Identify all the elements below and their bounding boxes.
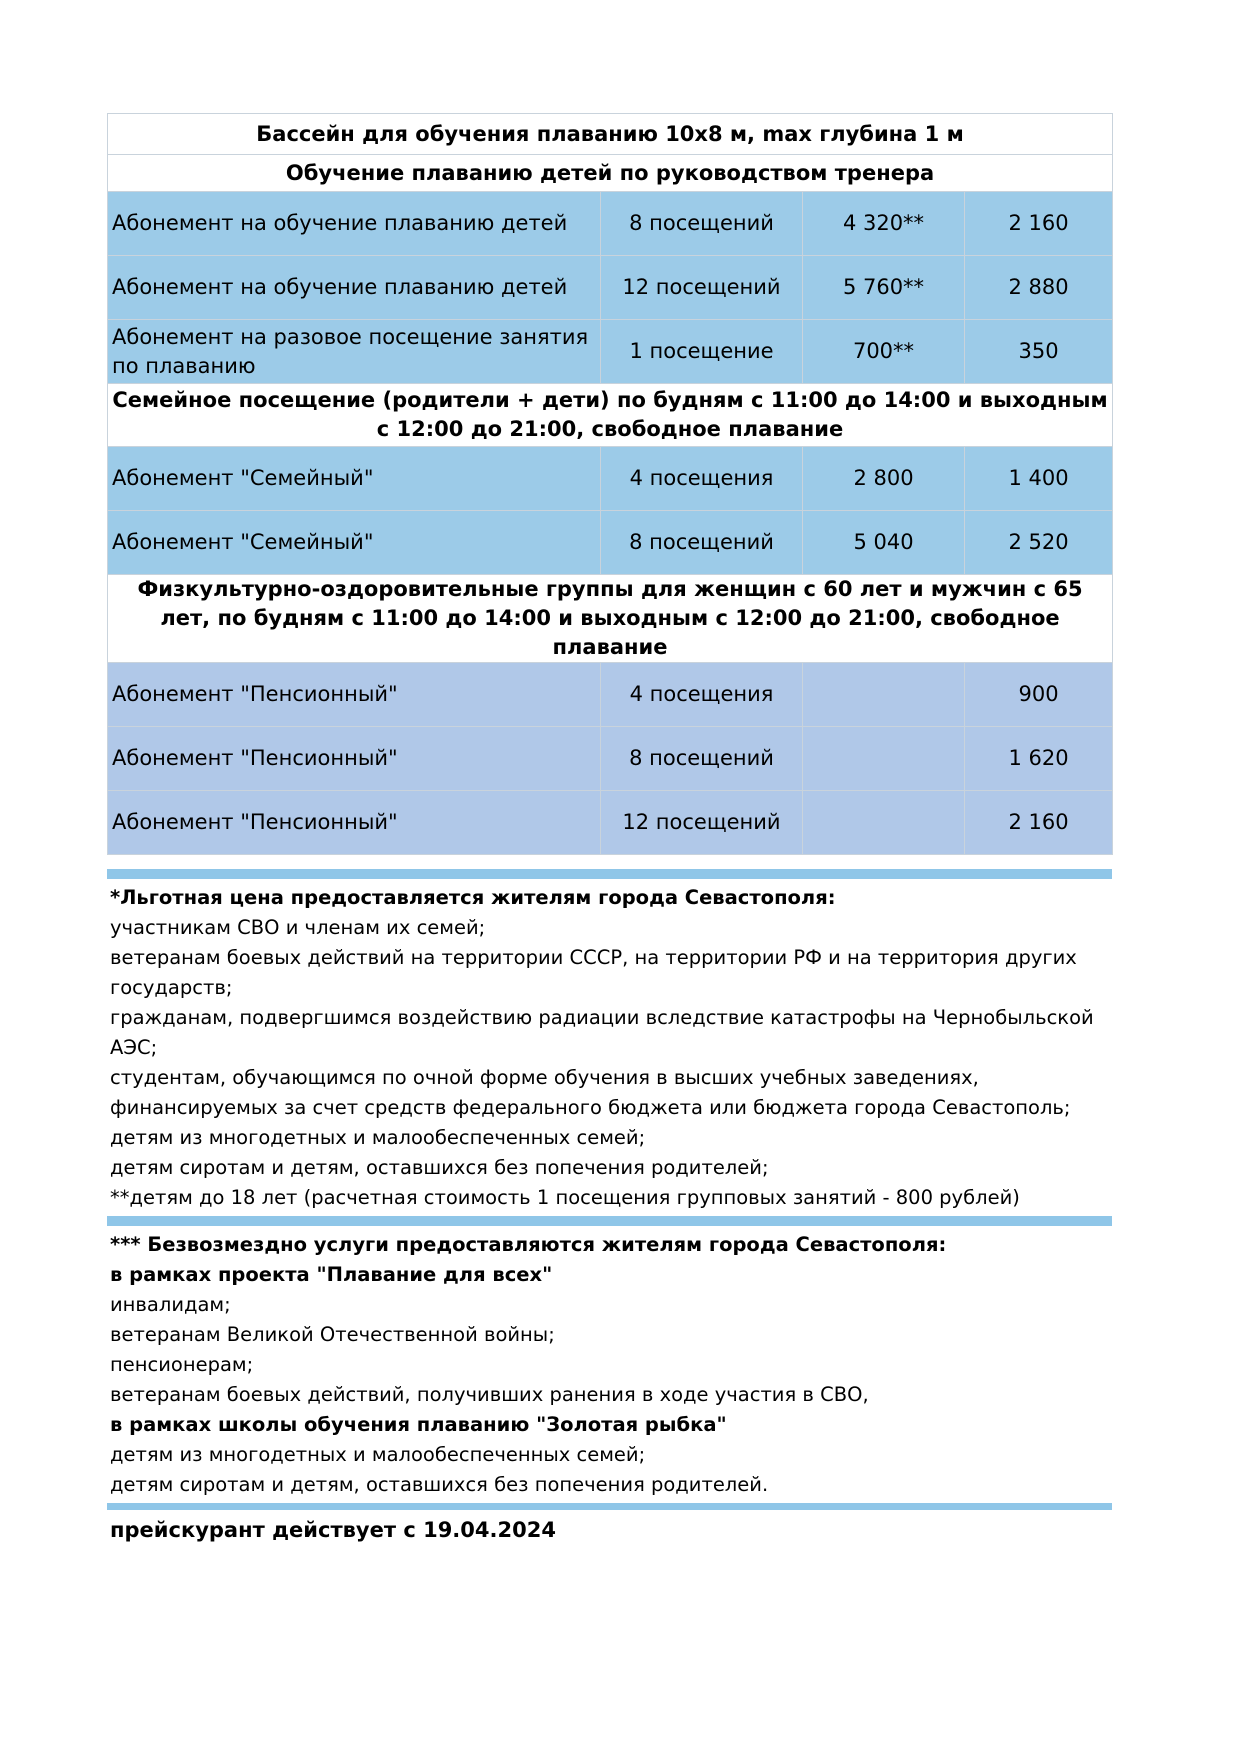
visits-count: 8 посещений <box>601 511 803 575</box>
note-line: пенсионерам; <box>110 1353 254 1376</box>
note-line: студентам, обучающимся по очной форме обучения в высших учебных заведениях, <box>110 1066 979 1089</box>
visits-count: 1 посещение <box>601 320 803 384</box>
separator-bar <box>107 869 1112 879</box>
full-price: 5 040 <box>803 511 965 575</box>
pool-title: Бассейн для обучения плаванию 10х8 м, max глубина 1 м <box>108 114 1113 155</box>
valid-from-text: прейскурант действует с 19.04.2024 <box>110 1518 556 1542</box>
note-line: ветеранам Великой Отечественной войны; <box>110 1323 555 1346</box>
project-heading: в рамках проекта "Плавание для всех" <box>110 1263 553 1286</box>
project-heading: в рамках школы обучения плаванию "Золотая рыбка" <box>110 1413 727 1436</box>
price-list-sheet <box>107 113 1112 1550</box>
section-header-row <box>108 575 1113 663</box>
section-title-kids-training: Обучение плаванию детей по руководством тренера <box>108 155 1113 192</box>
subscription-name: Абонемент "Пенсионный" <box>108 663 601 727</box>
discount-note-heading: *Льготная цена предоставляется жителям города Севастополя: <box>110 886 836 909</box>
note-line: детям сиротам и детям, оставшихся без попечения родителей. <box>110 1473 769 1496</box>
note-line: инвалидам; <box>110 1293 231 1316</box>
discount-price: 350 <box>965 320 1113 384</box>
section-header-row <box>108 384 1113 447</box>
note-line: детям из многодетных и малообеспеченных семей; <box>110 1443 646 1466</box>
table-row <box>108 447 1113 511</box>
visits-count: 8 посещений <box>601 727 803 791</box>
visits-count: 8 посещений <box>601 192 803 256</box>
note-line: АЭС; <box>110 1036 158 1059</box>
discount-price: 2 160 <box>965 791 1113 855</box>
discount-price: 2 520 <box>965 511 1113 575</box>
subscription-name: Абонемент на разовое посещение занятия по плаванию <box>108 320 601 384</box>
visits-count: 4 посещения <box>601 663 803 727</box>
full-price: 5 760** <box>803 256 965 320</box>
note-line: детям из многодетных и малообеспеченных семей; <box>110 1126 646 1149</box>
full-price <box>803 727 965 791</box>
section-title-seniors: Физкультурно-оздоровительные группы для женщин с 60 лет и мужчин с 65 лет, по будням с 11:00 до 14:00 и выходным с 12:00 до 21:00, свободное плавание <box>108 575 1113 663</box>
discount-price: 900 <box>965 663 1113 727</box>
discount-price: 1 620 <box>965 727 1113 791</box>
subscription-name: Абонемент "Семейный" <box>108 511 601 575</box>
full-price: 700** <box>803 320 965 384</box>
note-line: **детям до 18 лет (расчетная стоимость 1 посещения групповых занятий - 800 рублей) <box>110 1186 1020 1209</box>
visits-count: 4 посещения <box>601 447 803 511</box>
table-row <box>108 256 1113 320</box>
note-line: государств; <box>110 976 233 999</box>
table-row <box>108 663 1113 727</box>
subscription-name: Абонемент "Пенсионный" <box>108 791 601 855</box>
separator-bar <box>107 1503 1112 1510</box>
table-row <box>108 727 1113 791</box>
table-row <box>108 791 1113 855</box>
discount-note <box>107 879 1112 1216</box>
subscription-name: Абонемент на обучение плаванию детей <box>108 192 601 256</box>
section-title-family: Семейное посещение (родители + дети) по будням с 11:00 до 14:00 и выходным с 12:00 до 21:00, свободное плавание <box>108 384 1113 447</box>
full-price: 2 800 <box>803 447 965 511</box>
note-line: гражданам, подвергшимся воздействию радиации вследствие катастрофы на Чернобыльской <box>110 1006 1094 1029</box>
price-table <box>107 113 1113 855</box>
table-row <box>108 320 1113 384</box>
full-price: 4 320** <box>803 192 965 256</box>
note-line: ветеранам боевых действий, получивших ранения в ходе участия в СВО, <box>110 1383 869 1406</box>
table-row <box>108 192 1113 256</box>
free-services-note <box>107 1226 1112 1503</box>
free-note-heading: *** Безвозмездно услуги предоставляются жителям города Севастополя: <box>110 1233 947 1256</box>
note-line: детям сиротам и детям, оставшихся без попечения родителей; <box>110 1156 769 1179</box>
visits-count: 12 посещений <box>601 256 803 320</box>
section-header-row <box>108 155 1113 192</box>
table-row <box>108 511 1113 575</box>
table-title-row <box>108 114 1113 155</box>
note-line: участникам СВО и членам их семей; <box>110 916 486 939</box>
discount-price: 1 400 <box>965 447 1113 511</box>
subscription-name: Абонемент на обучение плаванию детей <box>108 256 601 320</box>
subscription-name: Абонемент "Семейный" <box>108 447 601 511</box>
discount-price: 2 160 <box>965 192 1113 256</box>
note-line: ветеранам боевых действий на территории СССР, на территории РФ и на территория других <box>110 946 1077 969</box>
note-line: финансируемых за счет средств федерального бюджета или бюджета города Севастополь; <box>110 1096 1071 1119</box>
full-price <box>803 663 965 727</box>
separator-bar <box>107 1216 1112 1226</box>
subscription-name: Абонемент "Пенсионный" <box>108 727 601 791</box>
discount-price: 2 880 <box>965 256 1113 320</box>
full-price <box>803 791 965 855</box>
visits-count: 12 посещений <box>601 791 803 855</box>
